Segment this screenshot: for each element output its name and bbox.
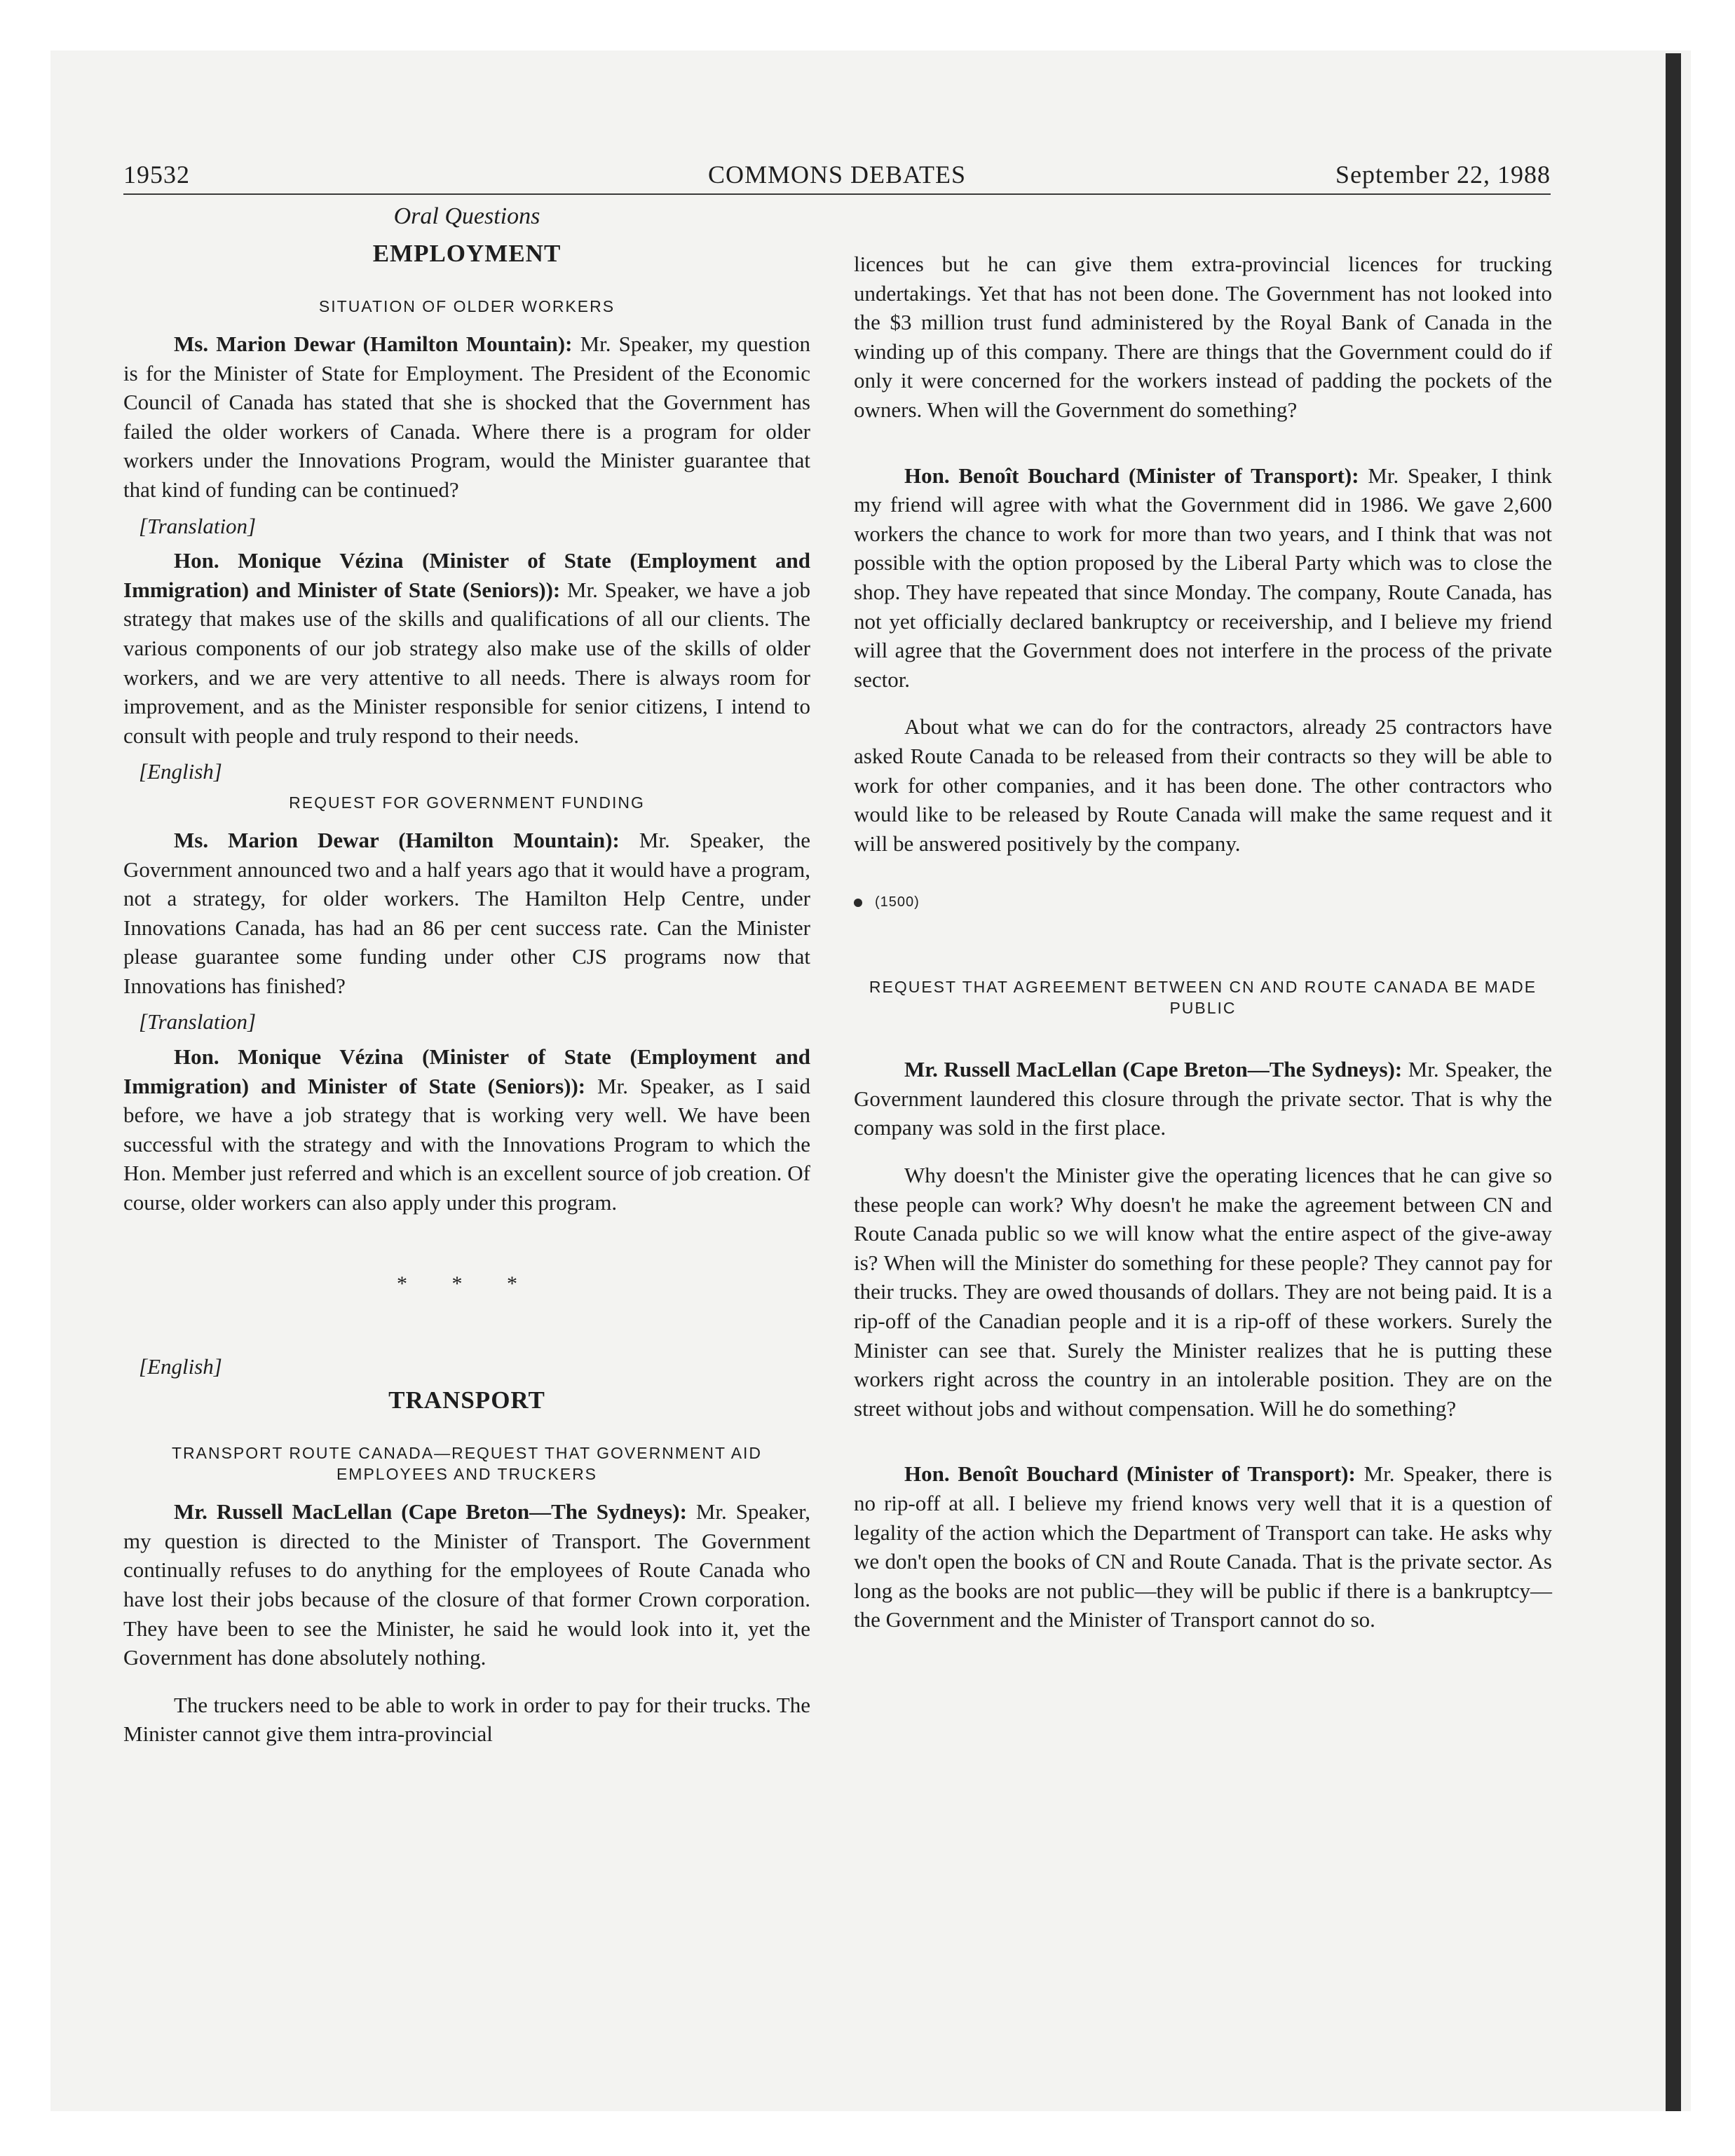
subheading-cn-agreement: REQUEST THAT AGREEMENT BETWEEN CN AND ROUTE CANADA BE MADE PUBLIC	[869, 978, 1537, 1018]
subheading-older-workers: SITUATION OF OLDER WORKERS	[318, 297, 615, 315]
time-marker-text: (1500)	[875, 894, 920, 910]
publication-title: COMMONS DEBATES	[707, 161, 967, 189]
paragraph	[123, 329, 810, 505]
paragraph	[854, 1459, 1552, 1635]
paragraph-text: Mr. Speaker, my question is directed to the Minister of Transport. The Government continually refuses to do anything for the employees of Route Canada who have lost their jobs because of the closure of that former Crown corporation. They have been to see the Minister, he said he would look into it, yet the Government has done absolutely nothing.	[123, 1499, 810, 1670]
paragraph	[123, 546, 810, 750]
subheading-government-funding: REQUEST FOR GOVERNMENT FUNDING	[289, 793, 645, 812]
paragraph: Why doesn't the Minister give the operating licences that he can give so these people can work? Why doesn't he make the agreement between CN and Route Canada public so we will know what the entire aspect of the give-away is? When will the Minister do something for these people? They cannot pay for their trucks. They are owed thousands of dollars. They are not being paid. It is a rip-off of the Canadian people and it is a rip-off of these workers. Surely the Minister can see that. Surely the Minister realizes that he is putting these workers right across the country in an intolerable position. They are on the street without jobs and without compensation. Will he do something?	[854, 1163, 1552, 1421]
speaker-name: Mr. Russell MacLellan (Cape Breton—The Sydneys):	[174, 1499, 687, 1524]
paragraph	[123, 826, 810, 1001]
kicker-oral-questions: Oral Questions	[393, 203, 540, 229]
speaker-name: Hon. Monique Vézina (Minister of State (Employment and Immigration) and Minister of State (Seniors)):	[123, 548, 810, 602]
paragraph-text: Mr. Speaker, the Government laundered this closure through the private sector. That is why the company was sold in the first place.	[854, 1057, 1552, 1140]
language-marker: [Translation]	[139, 513, 257, 538]
paragraph: The truckers need to be able to work in order to pay for their trucks. The Minister cannot give them intra-provincial	[123, 1692, 810, 1747]
speaker-name: Ms. Marion Dewar (Hamilton Mountain):	[174, 332, 573, 356]
paragraph: licences but he can give them extra-provincial licences for trucking undertakings. Yet that has not been done. The Government has not looked into the $3 million trust fund administered by the Royal Bank of Canada in the winding up of this company. There are things that the Government could do if only it were concerned for the workers instead of padding the pockets of the owners. When will the Government do something?	[854, 252, 1552, 422]
paragraph-text: Mr. Speaker, there is no rip-off at all. I believe my friend knows very well that it is a question of legality of the action which the Department of Transport can take. He asks why we don't open the books of CN and Route Canada. That is the private sector. As long as the books are not public—they will be public if there is a bankruptcy—the Government and the Minister of Transport cannot do so.	[854, 1461, 1552, 1632]
paragraph	[854, 461, 1552, 695]
paragraph	[854, 1055, 1552, 1142]
language-marker: [English]	[139, 759, 222, 784]
paragraph-text: Mr. Speaker, as I said before, we have a job strategy that is working very well. We have been successful with the strategy and with the Innovations Program to which the Hon. Member just referred and which is an excellent source of job creation. Of course, older workers can also apply under this program.	[123, 1073, 810, 1215]
time-marker	[854, 894, 1552, 910]
section-separator: * * *	[397, 1271, 537, 1295]
left-column	[123, 203, 810, 1749]
right-column	[854, 250, 1552, 1635]
page-edge-shadow	[1666, 53, 1681, 2111]
language-marker: [Translation]	[139, 1009, 257, 1035]
publication-date: September 22, 1988	[1335, 161, 1551, 189]
section-heading-transport: TRANSPORT	[388, 1386, 545, 1414]
speaker-name: Hon. Benoît Bouchard (Minister of Transport):	[904, 1461, 1356, 1487]
speaker-name: Mr. Russell MacLellan (Cape Breton—The Sydneys):	[904, 1057, 1403, 1082]
paragraph-text: Mr. Speaker, I think my friend will agree with what the Government did in 1986. We gave 2,600 workers the chance to work for more than two years, and I think that was not possible with the option proposed by the Liberal Party which was to close the shop. They have repeated that since Monday. The company, Route Canada, has not yet officially declared bankruptcy or receivership, and I believe my friend will agree that the Government does not interfere in the process of the private sector.	[854, 463, 1553, 692]
speaker-name: Hon. Benoît Bouchard (Minister of Transport):	[904, 463, 1359, 488]
page-number: 19532	[123, 161, 190, 189]
section-heading-employment: EMPLOYMENT	[372, 240, 562, 267]
language-marker: [English]	[139, 1353, 222, 1379]
speaker-name: Hon. Monique Vézina (Minister of State (Employment and Immigration) and Minister of State (Seniors)):	[123, 1044, 810, 1098]
paragraph	[123, 1497, 810, 1672]
speaker-name: Ms. Marion Dewar (Hamilton Mountain):	[174, 827, 620, 852]
subheading-route-canada: TRANSPORT ROUTE CANADA—REQUEST THAT GOVERNMENT AID EMPLOYEES AND TRUCKERS	[171, 1444, 763, 1484]
paragraph-text: Mr. Speaker, we have a job strategy that makes use of the skills and qualifications of all our clients. The various components of our job strategy also make use of the skills of older workers, and we are very attentive to all needs. There is always room for improvement, and as the Minister responsible for senior citizens, I intend to consult with people and truly respond to their needs.	[123, 577, 810, 748]
paragraph-text: Mr. Speaker, my question is for the Minister of State for Employment. The President of the Economic Council of Canada has stated that she is shocked that the Government has failed the older workers of Canada. Where there is a program for older workers under the Innovations Program, would the Minister guarantee that that kind of funding can be continued?	[123, 332, 810, 502]
paragraph: About what we can do for the contractors, already 25 contractors have asked Route Canada to be released from their contracts so they will be able to work for other companies, and it has been done. The other contractors who would like to be released by Route Canada will make the same request and it will be answered positively by the company.	[854, 714, 1552, 856]
paragraph-text: Mr. Speaker, the Government announced two and a half years ago that it would have a program, not a strategy, for older workers. The Hamilton Help Centre, under Innovations Canada, has had an 86 per cent success rate. Can the Minister please guarantee some funding under other CJS programs now that Innovations has finished?	[123, 827, 810, 998]
bullet-dot-icon	[854, 899, 862, 907]
paragraph	[123, 1042, 810, 1217]
running-header	[123, 158, 1551, 195]
